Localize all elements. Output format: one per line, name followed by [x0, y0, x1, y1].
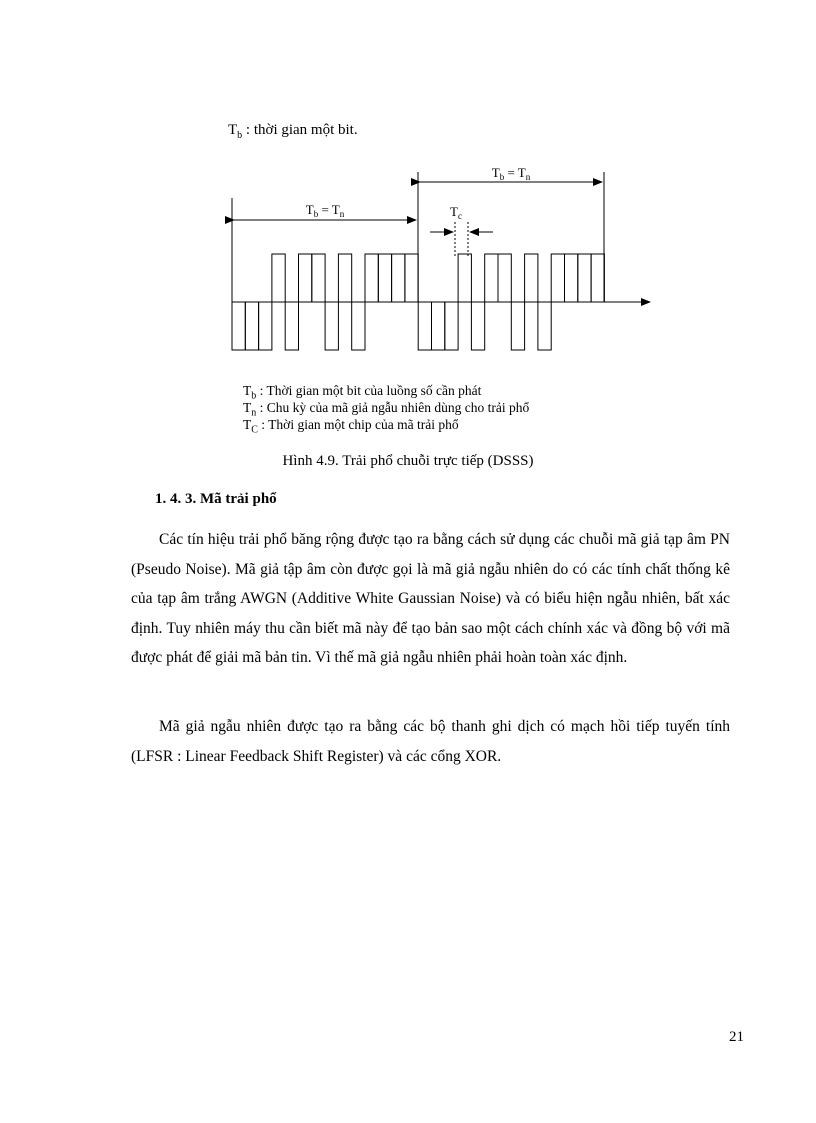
chip-pulse: [232, 302, 245, 350]
chip-pulse: [378, 254, 391, 302]
chip-pulse: [458, 254, 471, 302]
tc-label: $T_c$: [450, 204, 462, 221]
body-paragraph-2: Mã giả ngẫu nhiên được tạo ra bằng các bộ thanh ghi dịch có mạch hồi tiếp tuyến tính (LFSR : Linear Feedback Shift Register) và các cổng XOR.: [131, 718, 730, 765]
chip-pulse: [418, 302, 431, 350]
page-number: 21: [729, 1029, 744, 1045]
chip-pulse: [285, 302, 298, 350]
chip-pulse: [485, 254, 498, 302]
section-heading: 1. 4. 3. Mã trải phổ: [155, 491, 277, 507]
figure-caption: Hình 4.9. Trải phổ chuỗi trực tiếp (DSSS): [282, 453, 534, 469]
chip-pulse: [299, 254, 312, 302]
chip-pulse: [392, 254, 405, 302]
chip-pulse: [405, 254, 418, 302]
chip-pulse: [565, 254, 578, 302]
tb-eq-tn-left-label: $T_b = T_n$: [305, 202, 345, 219]
tb-eq-tn-right-label: $T_b = T_n$: [491, 165, 531, 182]
chip-pulse: [338, 254, 351, 302]
tb-right-dimension: [420, 165, 604, 302]
chip-pulse: [471, 302, 484, 350]
chip-pulse: [551, 254, 564, 302]
body-paragraph-1: Các tín hiệu trải phổ băng rộng được tạo ra bằng cách sử dụng các chuỗi mã giả tạp âm PN (Pseudo Noise). Mã giả tập âm còn được gọi là mã giả ngẫu nhiên do có các tính chất thống kê của tạp âm trắng AWGN (Additive White Gaussian Noise) và có biểu hiện ngẫu nhiên, bất xác định. Tuy nhiên máy thu cần biết mã này để tạo bản sao một cách chính xác và đồng bộ với mã được phát để giải mã bản tin. Vì thế mã giả ngẫu nhiên phải hoàn toàn xác định.: [131, 531, 730, 666]
chip-pulse: [259, 302, 272, 350]
chip-pulse: [498, 254, 511, 302]
chip-pulse: [245, 302, 258, 350]
legend-tc: $T_C$ : Thời gian một chip của mã trải phổ: [243, 417, 459, 436]
chip-pulse: [325, 302, 338, 350]
chip-pulse: [312, 254, 325, 302]
chip-pulse: [525, 254, 538, 302]
tb-definition: $T_b$ : thời gian một bit.: [228, 122, 358, 141]
chip-pulse: [538, 302, 551, 350]
chip-pulse: [352, 302, 365, 350]
chip-pulse: [591, 254, 604, 302]
chip-pulse: [578, 254, 591, 302]
chip-pulse: [272, 254, 285, 302]
dsss-timing-diagram: [220, 160, 660, 360]
chip-pulse: [365, 254, 378, 302]
chip-pulse: [432, 302, 445, 350]
chip-pulse: [511, 302, 524, 350]
legend-tb: $T_b$ : Thời gian một bit của luồng số cần phát: [243, 383, 482, 402]
tc-dimension: [430, 204, 493, 256]
legend-tn: $T_n$ : Chu kỳ của mã giả ngẫu nhiên dùng cho trải phổ: [243, 400, 530, 419]
chip-pulse: [445, 302, 458, 350]
